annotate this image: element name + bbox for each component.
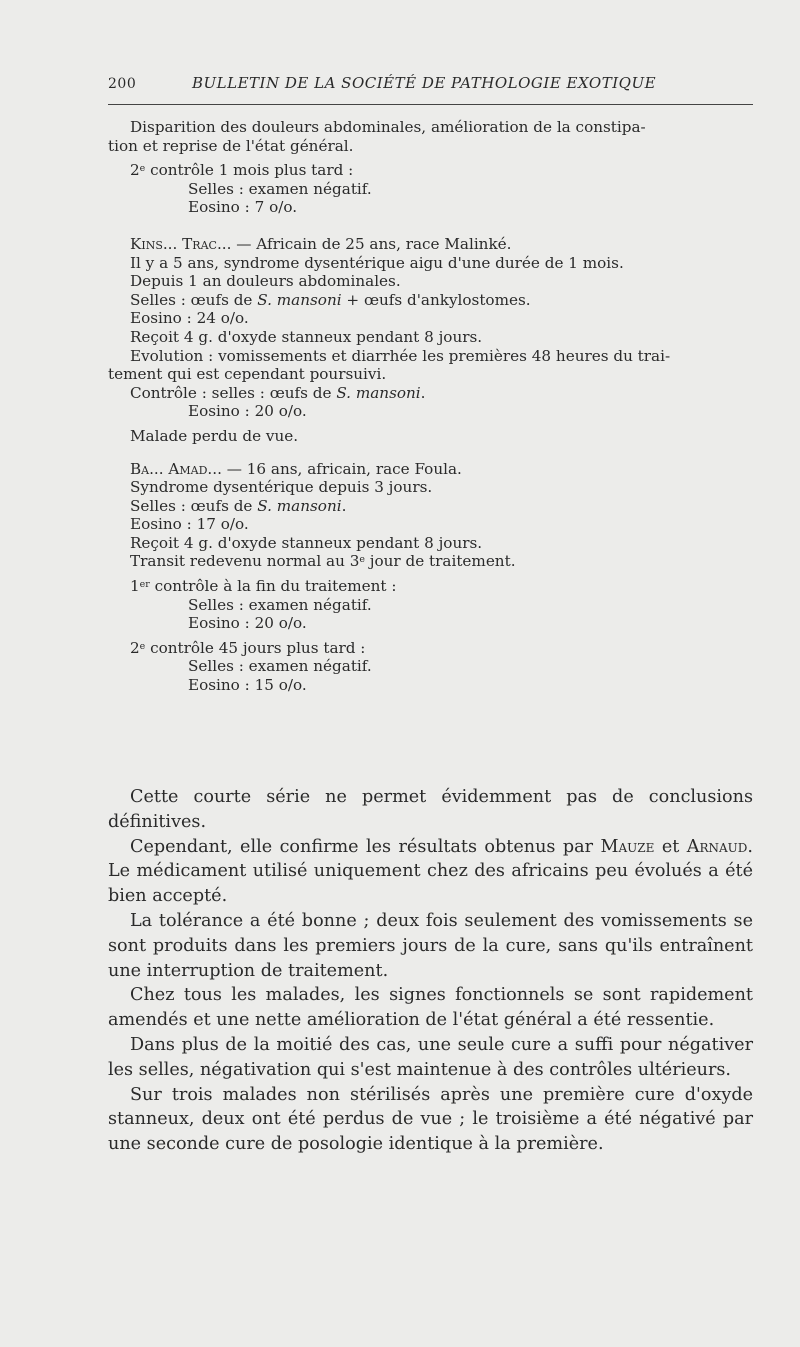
case-ba-line: Eosino : 20 o/o. — [188, 614, 307, 633]
case-a-control: 2e contrôle 1 mois plus tard : — [130, 161, 354, 180]
conclusion-section — [108, 785, 753, 1157]
conclusion-paragraph: Chez tous les malades, les signes fonctionnels se sont rapidement amendés et une nette amélioration de l'état général a été ressentie. — [108, 985, 753, 1031]
patient-name: Amad... — [168, 459, 222, 478]
running-header — [108, 74, 753, 98]
case-a-eosino: Eosino : 7 o/o. — [188, 198, 298, 217]
case-kins-line: Evolution : vomissements et diarrhée les premières 48 heures du trai- — [130, 346, 671, 365]
case-kins-line: Eosino : 24 o/o. — [130, 309, 249, 328]
case-ba-intro: Ba... Amad... — 16 ans, africain, race Foula. — [130, 459, 462, 478]
case-ba-line: Eosino : 17 o/o. — [130, 515, 249, 534]
case-ba-line: Selles : examen négatif. — [188, 657, 372, 676]
conclusion-paragraph: Sur trois malades non stérilisés après une première cure d'oxyde stanneux, deux ont été perdus de vue ; le troisième a été négativé par une seconde cure de posologie identique à la première. — [108, 1084, 753, 1155]
conclusion-paragraph: Cependant, elle confirme les résultats obtenus par Mauze et Arnaud. Le médicament utilisé uniquement chez des africains peu évolués a été bien accepté. — [108, 836, 754, 907]
case-ba-line: Selles : examen négatif. — [188, 595, 372, 614]
case-a-selles: Selles : examen négatif. — [188, 179, 372, 198]
case-reports — [108, 118, 788, 695]
case-ba-control: 1er contrôle à la fin du traitement : — [130, 577, 397, 596]
case-kins-line: tement qui est cependant poursuivi. — [108, 365, 387, 384]
author-name: Arnaud — [686, 836, 748, 857]
case-kins-intro: Kins... Trac... — Africain de 25 ans, race Malinké. — [130, 234, 512, 253]
case-kins-line: Contrôle : selles : œufs de S. mansoni. — [130, 383, 426, 402]
patient-name: Ba... — [130, 459, 164, 478]
case-kins-line: Eosino : 20 o/o. — [188, 402, 307, 421]
patient-name: Trac... — [182, 234, 232, 253]
case-kins-line: Depuis 1 an douleurs abdominales. — [130, 272, 401, 291]
conclusion-paragraph: La tolérance a été bonne ; deux fois seulement des vomissements se sont produits dans les premiers jours de la cure, sans qu'ils entraînent une interruption de traitement. — [108, 910, 753, 981]
case-ba-line: Eosino : 15 o/o. — [188, 676, 307, 695]
header-rule — [108, 104, 753, 105]
conclusion-paragraph: Cette courte série ne permet évidemment pas de conclusions définitives. — [108, 787, 753, 832]
page-number: 200 — [108, 76, 137, 92]
case-a-line: Disparition des douleurs abdominales, amélioration de la constipa- — [130, 118, 646, 136]
case-kins-line: Selles : œufs de S. mansoni + œufs d'ankylostomes. — [130, 290, 531, 309]
author-name: Mauze — [600, 836, 655, 857]
patient-name: Kins... — [130, 234, 178, 253]
case-ba-control: 2e contrôle 45 jours plus tard : — [130, 638, 366, 657]
case-kins-line: Reçoit 4 g. d'oxyde stanneux pendant 8 jours. — [130, 327, 483, 346]
journal-title: BULLETIN DE LA SOCIÉTÉ DE PATHOLOGIE EXOTIQUE — [192, 74, 657, 92]
case-a-line: tion et reprise de l'état général. — [108, 136, 354, 155]
case-ba-line: Transit redevenu normal au 3e jour de traitement. — [130, 552, 516, 571]
case-kins-line: Malade perdu de vue. — [130, 426, 299, 445]
case-ba-line: Syndrome dysentérique depuis 3 jours. — [130, 478, 433, 497]
case-ba-line: Reçoit 4 g. d'oxyde stanneux pendant 8 jours. — [130, 533, 483, 552]
case-ba-line: Selles : œufs de S. mansoni. — [130, 496, 347, 515]
case-kins-line: Il y a 5 ans, syndrome dysentérique aigu d'une durée de 1 mois. — [130, 253, 624, 272]
conclusion-paragraph: Dans plus de la moitié des cas, une seule cure a suffi pour négativer les selles, négativation qui s'est maintenue à des contrôles ultérieurs. — [108, 1034, 753, 1080]
